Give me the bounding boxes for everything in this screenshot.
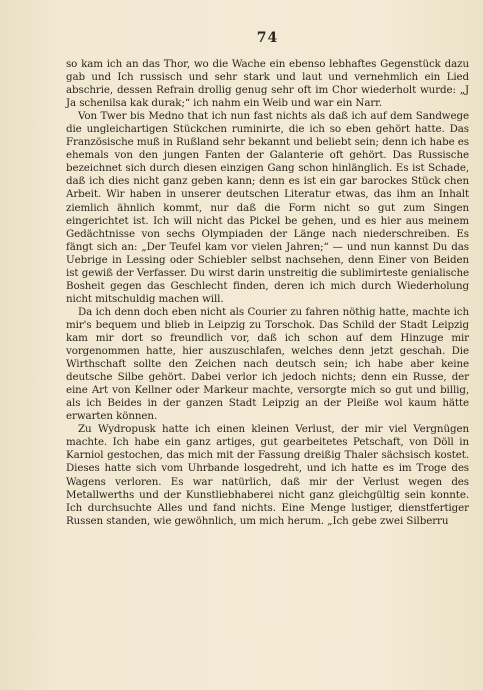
body-text [66, 58, 469, 528]
paragraph-2: Von Twer bis Medno that ich nun fast nichts als daß ich auf dem Sandwege die ungleichartigen Stückchen ruminirte, die ich so eben gehört hatte. Das Französische muß in Rußland sehr bekannt und beliebt sein; denn ich habe es ehemals von den jungen Fanten der Galanterie oft gehört. Das Russische bezeichnet sich durch diesen einzigen Gang schon hinlänglich. Es ist Schade, daß ich dies nicht ganz geben kann; denn es ist ein gar barockes Stück chen Arbeit. Wir haben in unserer deutschen Literatur etwas, das ihm an Inhalt ziemlich ähnlich kommt, nur daß die Form nicht so gut zum Singen eingerichtet ist. Ich will nicht das Pickel be gehen, und es hier aus meinem Gedächtnisse von sechs Olympiaden der Länge nach niederschreiben. Es fängt sich an: „Der Teufel kam vor vielen Jahren;“ — und nun kannst Du das Uebrige in Lessing oder Schiebler selbst nachsehen, denn Einer von Beiden ist gewiß der Verfasser. Du wirst darin unstreitig die sublimirteste genialische Bosheit gegen das Geschlecht finden, deren ich mich durch Wiederholung nicht mitschuldig machen will. [66, 110, 469, 305]
paragraph-3: Da ich denn doch eben nicht als Courier zu fahren nöthig hatte, machte ich mir's bequem und blieb in Leipzig zu Torschok. Das Schild der Stadt Leipzig kam mir dort so freundlich vor, daß ich schon auf dem Hinzuge mir vorgenommen hatte, hier auszuschlafen, welches denn jetzt geschah. Die Wirthschaft sollte den Zeichen nach deutsch sein; ich habe aber keine deutsche Silbe gehört. Dabei verlor ich jedoch nichts; denn ein Russe, der eine Art von Kellner oder Markeur machte, versorgte mich so gut und billig, als ich Beides in der ganzen Stadt Leipzig an der Pleiße wol kaum hätte erwarten können. [66, 305, 469, 423]
paragraph-4: Zu Wydropusk hatte ich einen kleinen Verlust, der mir viel Vergnügen machte. Ich habe ein ganz artiges, gut gearbeitetes Petschaft, von Döll in Karniol gestochen, das mich mit der Fassung dreißig Thaler sächsisch kostet. Dieses hatte sich vom Uhrbande losgedreht, und ich hatte es im Troge des Wagens verloren. Es war natürlich, daß mir der Verlust wegen des Metallwerths und der Kunstliebhaberei nicht ganz gleichgültig sein konnte. Ich durchsuchte Alles und fand nichts. Eine Menge lustiger, dienstfertiger Russen standen, wie gewöhnlich, um mich herum. „Ich gebe zwei Silberru [66, 423, 469, 527]
page-number: 74 [256, 30, 279, 46]
paragraph-1: so kam ich an das Thor, wo die Wache ein ebenso lebhaftes Gegenstück dazu gab und Ich russisch und sehr stark und laut und vernehmlich ein Lied abschrie, dessen Refrain drollig genug sehr oft im Chor wiederholt wurde: „J Ja schenilsa kak durak;“ ich nahm ein Weib und war ein Narr. [66, 58, 469, 110]
